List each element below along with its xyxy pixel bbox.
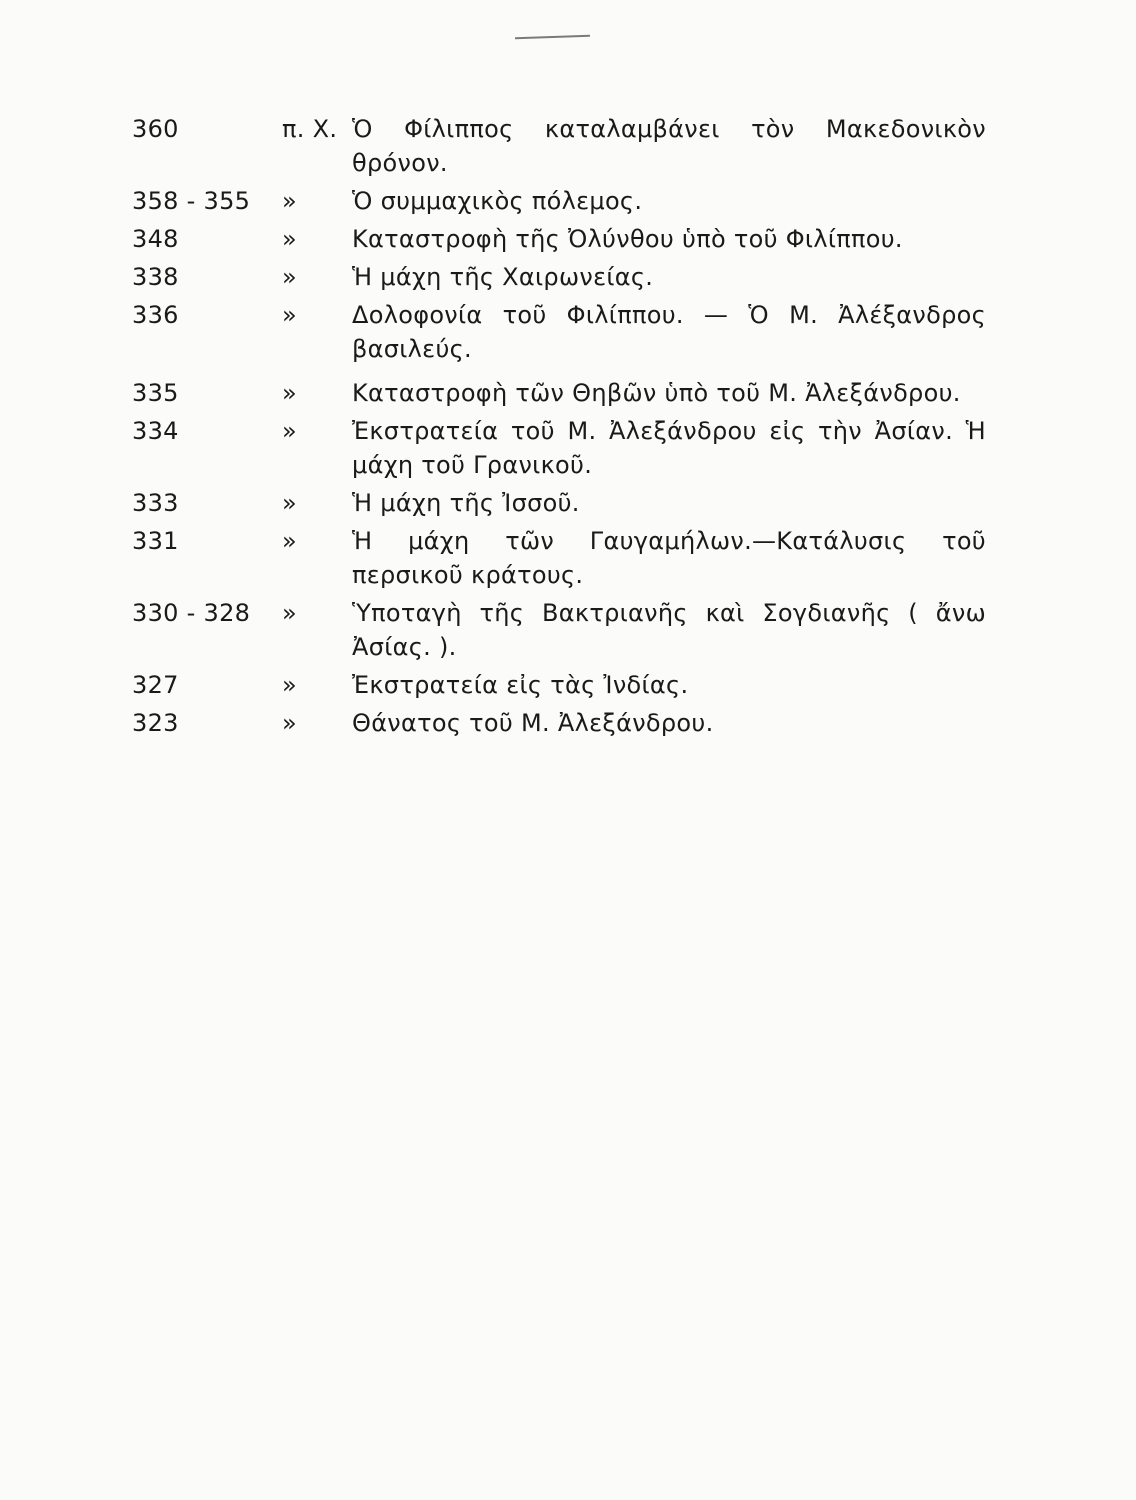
chronology-list [132, 112, 992, 740]
chronology-entry [132, 668, 992, 702]
scan-mark [515, 35, 590, 40]
entry-year: 323 [132, 709, 179, 737]
chronology-entry [132, 112, 992, 180]
entry-event: Ὁ συμμαχικὸς πόλεμος. [352, 187, 643, 215]
entry-marker: » [282, 187, 297, 215]
entry-event: Ἐκστρατεία εἰς τὰς Ἰνδίας. [352, 671, 689, 699]
chronology-entry [132, 298, 992, 366]
entry-event: Δολοφονία τοῦ Φιλίππου. — Ὁ Μ. Ἀλέξανδρος βασιλεύς. [352, 301, 986, 363]
entry-event: Ἡ μάχη τῆς Ἰσσοῦ. [352, 489, 580, 517]
entry-year: 330 - 328 [132, 599, 251, 627]
entry-event: Καταστροφὴ τῆς Ὀλύνθου ὑπὸ τοῦ Φιλίππου. [352, 225, 903, 253]
entry-marker: » [282, 263, 297, 291]
entry-year: 358 - 355 [132, 187, 251, 215]
entry-marker: » [282, 489, 297, 517]
entry-marker: » [282, 379, 297, 407]
entry-marker: » [282, 709, 297, 737]
chronology-entry [132, 414, 992, 482]
entry-event: Θάνατος τοῦ Μ. Ἀλεξάνδρου. [352, 709, 714, 737]
entry-marker: π. Χ. [282, 115, 338, 143]
entry-event: Ὁ Φίλιππος καταλαμβάνει τὸν Μακεδονικὸν θρόνον. [352, 115, 986, 177]
entry-marker: » [282, 671, 297, 699]
entry-event: Ἡ μάχη τῆς Χαιρωνείας. [352, 263, 654, 291]
chronology-entry [132, 524, 992, 592]
entry-marker: » [282, 527, 297, 555]
entry-marker: » [282, 599, 297, 627]
entry-year: 334 [132, 417, 179, 445]
entry-year: 327 [132, 671, 179, 699]
entry-event: Ὑποταγὴ τῆς Βακτριανῆς καὶ Σογδιανῆς ( ἄνω Ἀσίας. ). [352, 599, 986, 661]
entry-year: 331 [132, 527, 179, 555]
entry-event: Ἐκστρατεία τοῦ Μ. Ἀλεξάνδρου εἰς τὴν Ἀσίαν. Ἡ μάχη τοῦ Γρανικοῦ. [352, 417, 986, 479]
chronology-entry [132, 260, 992, 294]
chronology-entry [132, 184, 992, 218]
chronology-entry [132, 222, 992, 256]
entry-event: Ἡ μάχη τῶν Γαυγαμήλων.—Κατάλυσις τοῦ περσικοῦ κράτους. [352, 527, 986, 589]
entry-year: 335 [132, 379, 179, 407]
chronology-entry [132, 486, 992, 520]
entry-year: 360 [132, 115, 179, 143]
chronology-entry [132, 706, 992, 740]
entry-event: Καταστροφὴ τῶν Θηβῶν ὑπὸ τοῦ Μ. Ἀλεξάνδρου. [352, 379, 961, 407]
entry-marker: » [282, 225, 297, 253]
entry-marker: » [282, 301, 297, 329]
entry-year: 333 [132, 489, 179, 517]
entry-year: 348 [132, 225, 179, 253]
entry-marker: » [282, 417, 297, 445]
chronology-entry [132, 596, 992, 664]
entry-year: 338 [132, 263, 179, 291]
chronology-entry [132, 376, 992, 410]
entry-year: 336 [132, 301, 179, 329]
